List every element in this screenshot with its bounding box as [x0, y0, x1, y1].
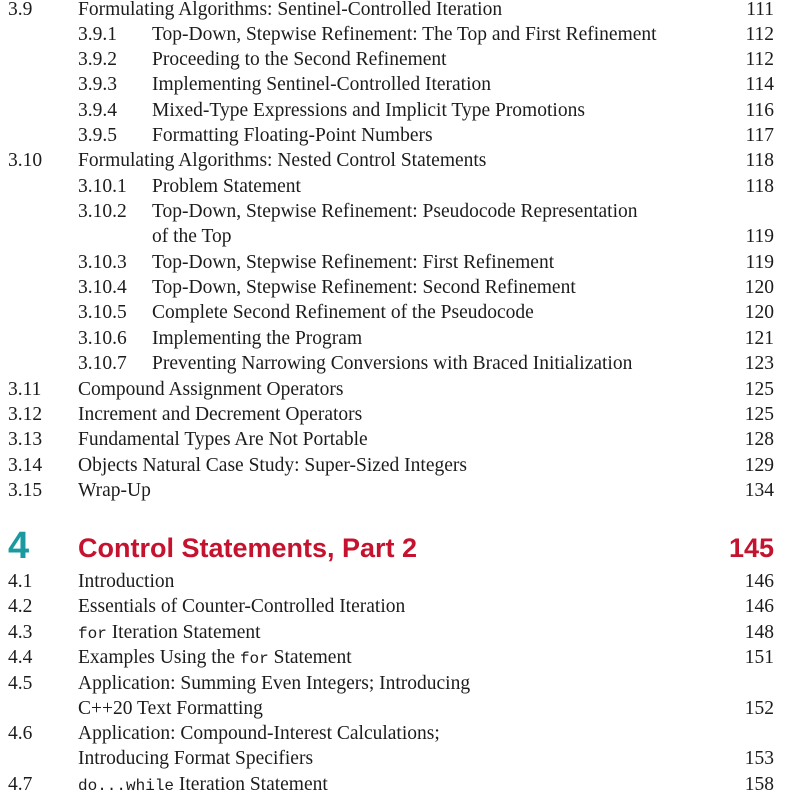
page-number: 120	[744, 302, 774, 323]
page-number: 121	[744, 328, 774, 349]
page-number: 125	[744, 404, 774, 425]
section-number: 3.10.4	[78, 277, 127, 298]
section-title: Wrap-Up	[78, 480, 151, 501]
page-number: 117	[745, 125, 774, 146]
section-title: Top-Down, Stepwise Refinement: First Refinement	[152, 252, 555, 273]
toc-entry[interactable]	[0, 671, 800, 696]
section-title: Formulating Algorithms: Nested Control Statements	[78, 150, 487, 171]
section-number: 4.4	[8, 647, 33, 668]
section-number: 4.6	[8, 723, 33, 744]
section-title: of the Top	[152, 226, 232, 247]
section-title-text: Iteration Statement	[174, 774, 328, 795]
section-title: Compound Assignment Operators	[78, 379, 344, 400]
page-number: 116	[745, 100, 774, 121]
toc-entry[interactable]	[0, 402, 800, 427]
toc-entry[interactable]	[0, 98, 800, 123]
toc-entry[interactable]	[0, 174, 800, 199]
toc-entry[interactable]	[0, 620, 800, 645]
section-title: Increment and Decrement Operators	[78, 404, 363, 425]
page-number: 129	[744, 455, 774, 476]
page-number: 153	[744, 748, 774, 769]
toc-entry[interactable]	[0, 72, 800, 97]
section-title: Formatting Floating-Point Numbers	[152, 125, 433, 146]
toc-entry[interactable]	[0, 569, 800, 594]
section-number: 3.15	[8, 480, 43, 501]
page-number: 119	[745, 226, 774, 247]
section-number: 3.10.3	[78, 252, 127, 273]
section-title: Top-Down, Stepwise Refinement: Second Refinement	[152, 277, 576, 298]
section-number: 3.10.2	[78, 201, 127, 222]
code-keyword: for	[78, 625, 107, 643]
page-number: 151	[744, 647, 774, 668]
chapter-title: Control Statements, Part 2	[78, 533, 418, 563]
section-title: Introduction	[78, 571, 175, 592]
section-title: Preventing Narrowing Conversions with Braced Initialization	[152, 353, 633, 374]
chapter-heading[interactable]	[0, 525, 800, 568]
section-title: Problem Statement	[152, 176, 301, 197]
section-title-text: Iteration Statement	[106, 622, 261, 643]
toc-entry[interactable]	[0, 645, 800, 670]
toc-entry[interactable]	[0, 199, 800, 224]
chapter-page-number: 145	[728, 533, 774, 563]
toc-entry[interactable]	[0, 377, 800, 402]
page-number: 112	[745, 24, 774, 45]
page-number: 152	[744, 698, 774, 719]
section-title: Objects Natural Case Study: Super-Sized Integers	[78, 455, 467, 476]
section-number: 3.10.1	[78, 176, 127, 197]
toc-entry[interactable]	[0, 47, 800, 72]
toc-entry[interactable]	[0, 326, 800, 351]
section-number: 3.10.7	[78, 353, 127, 374]
toc-entry[interactable]	[0, 594, 800, 619]
section-number: 3.13	[8, 429, 43, 450]
section-title: C++20 Text Formatting	[78, 698, 263, 719]
section-number: 4.3	[8, 622, 33, 643]
section-number: 4.1	[8, 571, 33, 592]
page-number: 146	[744, 596, 774, 617]
toc-entry-continuation[interactable]	[0, 224, 800, 249]
section-number: 4.7	[8, 774, 33, 795]
section-number: 3.9.5	[78, 125, 117, 146]
page-number: 134	[744, 480, 774, 501]
section-title: Complete Second Refinement of the Pseudocode	[152, 302, 534, 323]
page-number: 112	[745, 49, 774, 70]
code-keyword: for	[239, 650, 269, 668]
section-title: Top-Down, Stepwise Refinement: Pseudocode Representation	[152, 201, 638, 222]
toc-entry[interactable]	[0, 250, 800, 275]
toc-entry-continuation[interactable]	[0, 746, 800, 771]
toc-entry[interactable]	[0, 478, 800, 503]
toc-entry[interactable]	[0, 427, 800, 452]
toc-entry[interactable]	[0, 721, 800, 746]
section-number: 4.2	[8, 596, 33, 617]
section-number: 3.10	[8, 150, 43, 171]
section-number: 3.9.2	[78, 49, 117, 70]
toc-entry[interactable]	[0, 275, 800, 300]
page-number: 146	[744, 571, 774, 592]
section-number: 4.5	[8, 673, 33, 694]
section-title: Introducing Format Specifiers	[78, 748, 314, 769]
toc-entry[interactable]	[0, 123, 800, 148]
toc-entry-continuation[interactable]	[0, 696, 800, 721]
section-title-text: Examples Using the	[78, 647, 240, 668]
page-number: 120	[744, 277, 774, 298]
page-number: 114	[745, 74, 774, 95]
section-title: Mixed-Type Expressions and Implicit Type Promotions	[152, 100, 585, 121]
section-title: Fundamental Types Are Not Portable	[78, 429, 368, 450]
page-number: 158	[744, 774, 774, 795]
section-title: Proceeding to the Second Refinement	[152, 49, 447, 70]
section-title	[78, 620, 261, 647]
code-keyword: do...while	[78, 777, 175, 795]
section-title	[78, 645, 352, 672]
toc-entry[interactable]	[0, 148, 800, 173]
section-number: 3.9.3	[78, 74, 117, 95]
page-number: 123	[744, 353, 774, 374]
page-number: 118	[745, 150, 774, 171]
toc-entry[interactable]	[0, 351, 800, 376]
section-title: Application: Summing Even Integers; Introducing	[78, 673, 471, 694]
section-number: 3.9	[8, 0, 33, 20]
section-number: 3.9.4	[78, 100, 117, 121]
section-title: Implementing the Program	[152, 328, 363, 349]
section-title: Essentials of Counter-Controlled Iteration	[78, 596, 406, 617]
page-number: 111	[746, 0, 774, 20]
section-number: 3.9.1	[78, 24, 117, 45]
section-title: Top-Down, Stepwise Refinement: The Top and First Refinement	[152, 24, 657, 45]
page-number: 128	[744, 429, 774, 450]
toc-entry[interactable]	[0, 0, 800, 22]
section-title: Implementing Sentinel-Controlled Iteration	[152, 74, 492, 95]
section-title: Application: Compound-Interest Calculations;	[78, 723, 440, 744]
section-number: 3.11	[8, 379, 42, 400]
chapter-number: 4	[8, 525, 30, 567]
toc-entry[interactable]	[0, 22, 800, 47]
section-number: 3.12	[8, 404, 43, 425]
page-number: 125	[744, 379, 774, 400]
section-number: 3.14	[8, 455, 43, 476]
section-number: 3.10.6	[78, 328, 127, 349]
page-number: 119	[745, 252, 774, 273]
section-number: 3.10.5	[78, 302, 127, 323]
section-title-text: Statement	[268, 647, 352, 668]
section-title	[78, 772, 328, 799]
page-number: 118	[745, 176, 774, 197]
toc-entry[interactable]	[0, 772, 800, 797]
page-number: 148	[744, 622, 774, 643]
toc-entry[interactable]	[0, 453, 800, 478]
toc-entry[interactable]	[0, 300, 800, 325]
section-title: Formulating Algorithms: Sentinel-Controlled Iteration	[78, 0, 503, 20]
